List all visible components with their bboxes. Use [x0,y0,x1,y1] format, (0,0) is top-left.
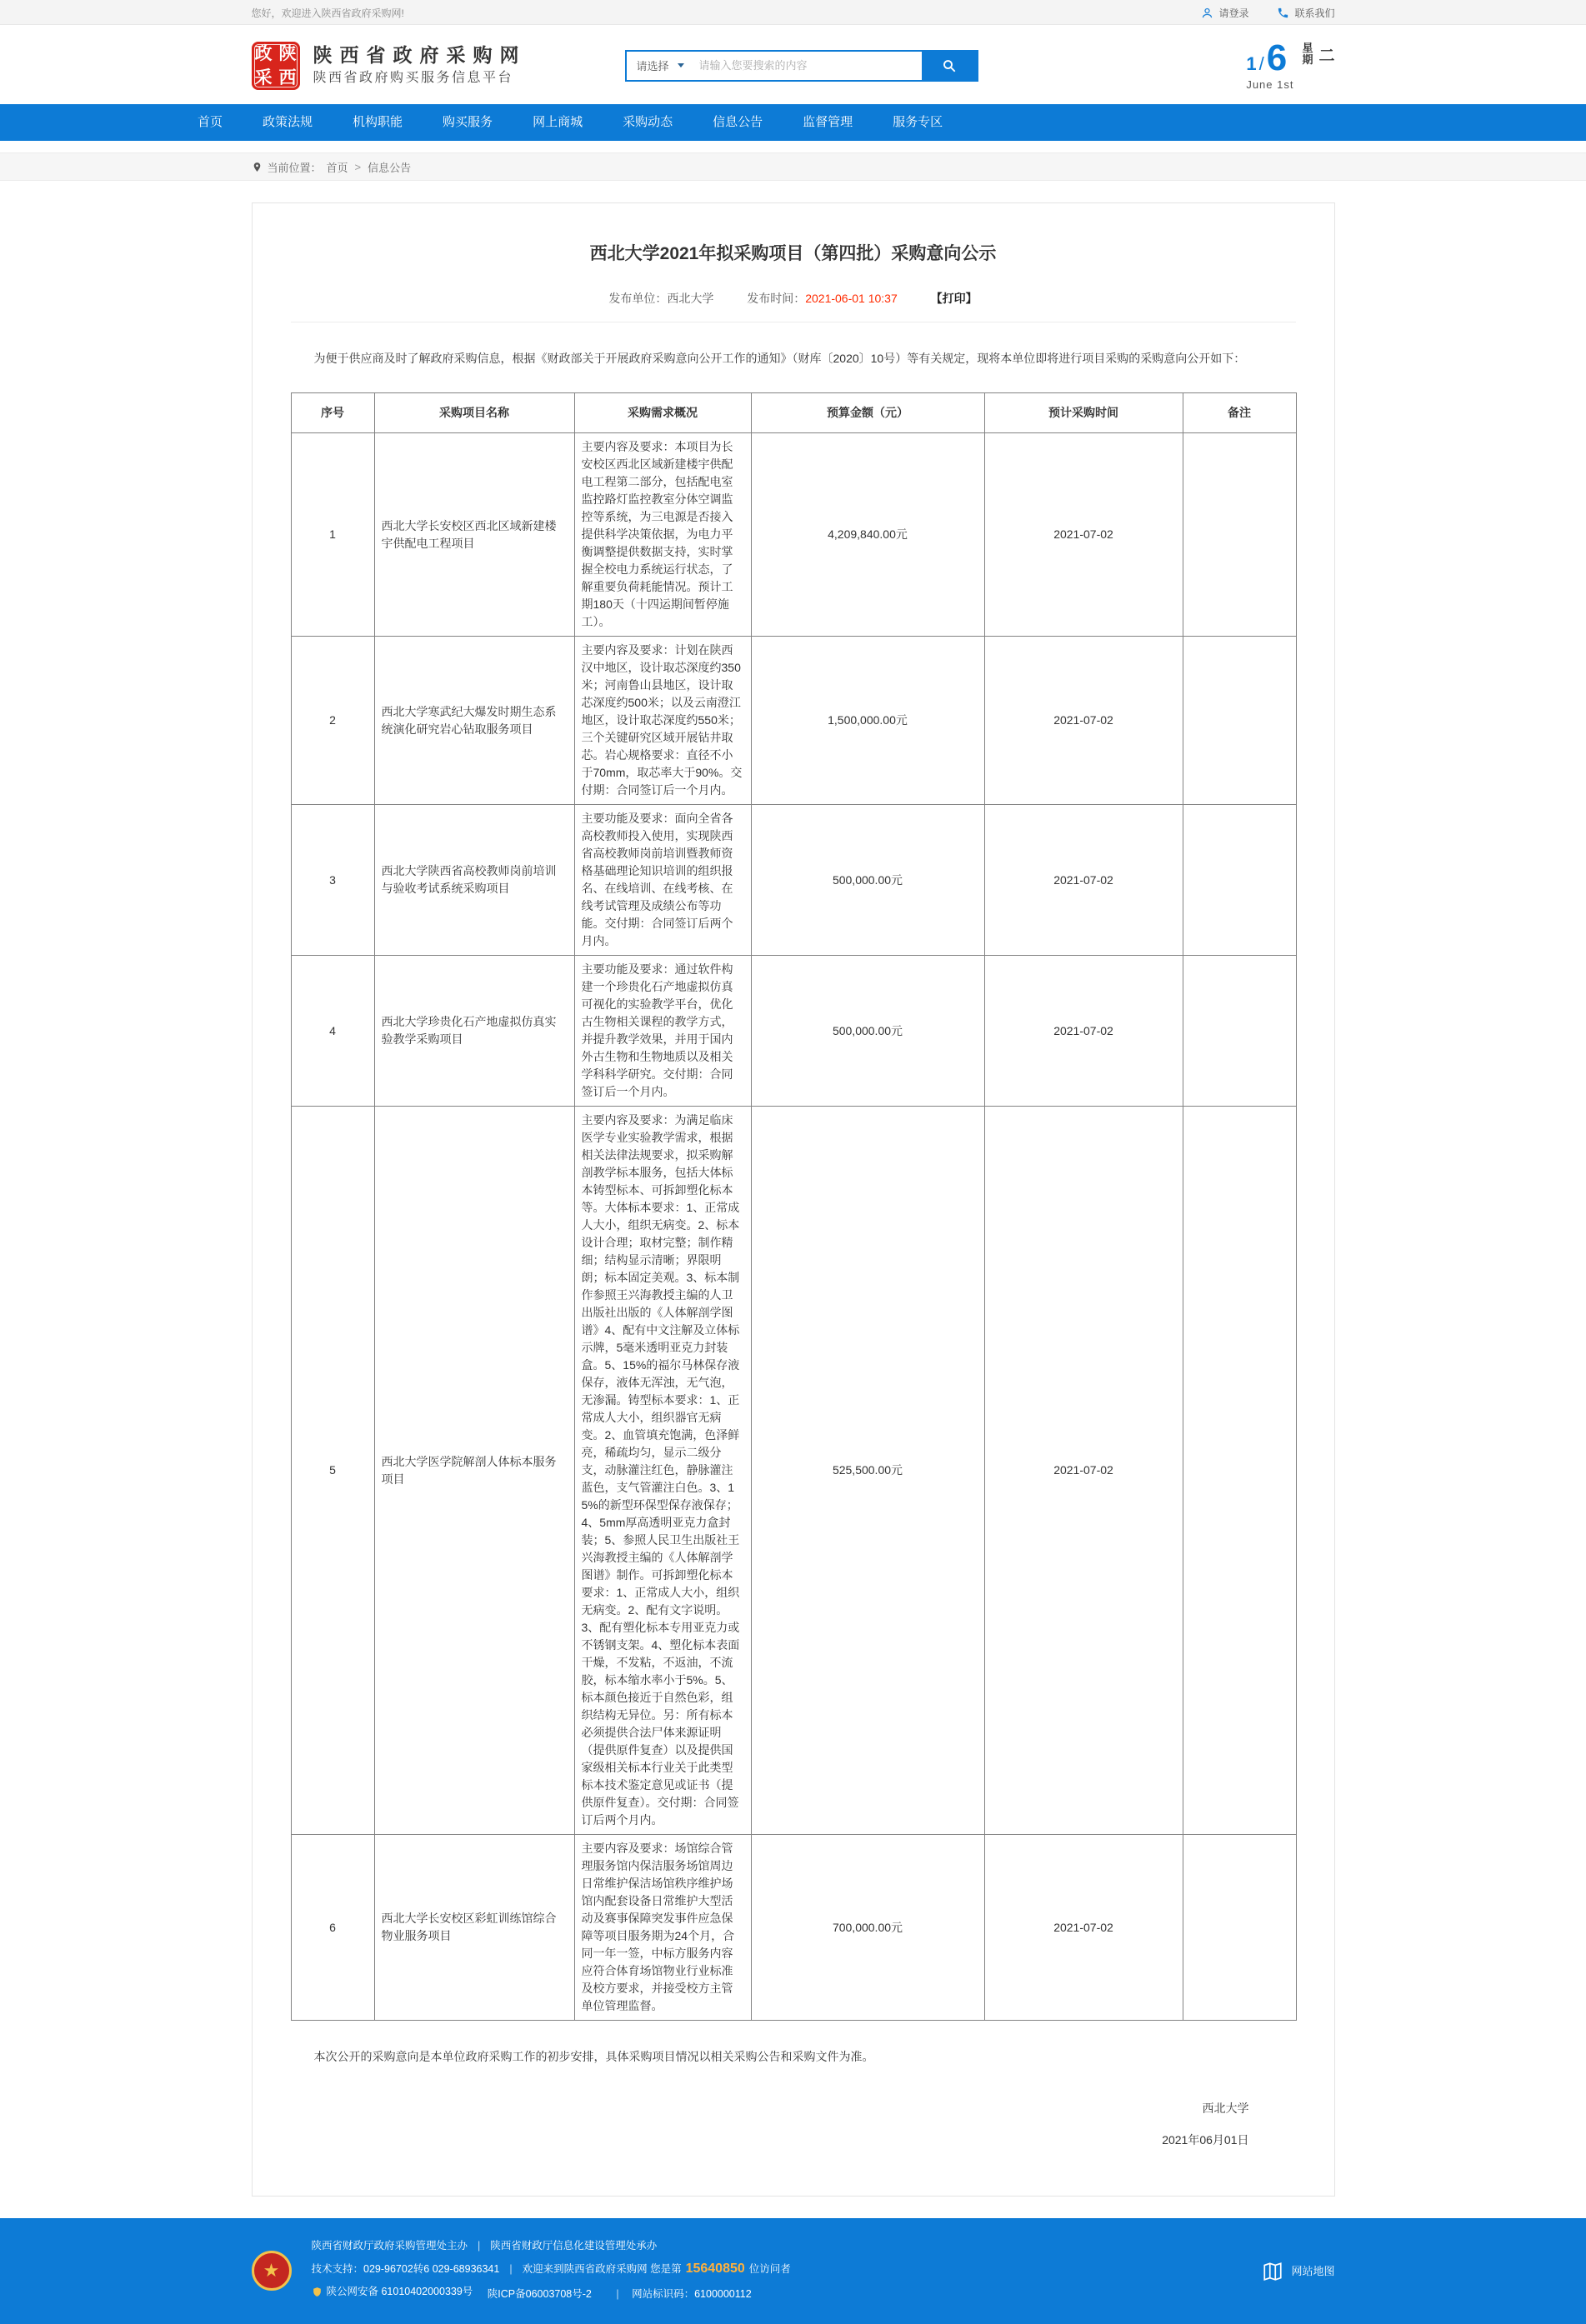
search-input[interactable] [696,52,922,80]
search-button[interactable] [922,52,977,80]
column-header: 序号 [291,393,374,433]
sitemap-label: 网站地图 [1291,2265,1335,2277]
logo-char: 西 [278,67,297,87]
intro-paragraph: 为便于供应商及时了解政府采购信息，根据《财政部关于开展政府采购意向公开工作的通知》（财库〔2020〕10号）等有关规定，现将本单位即将进行项目采购的采购意向公开如下： [313,352,1246,365]
footer-separator: | [509,2263,513,2275]
tech-support: 技术支持：029-96702转6 029-68936341 [311,2263,500,2275]
nav-item-7[interactable]: 监督管理 [803,115,853,129]
cell-requirement: 主要内容及要求：计划在陕西汉中地区，设计取芯深度约350米；河南鲁山县地区，设计取芯深度约500米；以及云南澄江地区，设计取芯深度约550米；三个关键研究区域开展钻井取芯。岩心规格要求：直径不小于70mm，取芯率大于90%。交付期：合同签订后一个月内。 [574,637,751,805]
search-category-label: 请选择 [636,60,669,72]
date-slash: / [1258,53,1264,74]
cell-budget: 525,500.00元 [751,1107,984,1835]
logo-char: 政 [254,43,273,63]
security-record-link[interactable] [312,2281,473,2303]
cell-note [1183,1835,1296,2021]
cell-requirement: 主要功能及要求：通过软件构建一个珍贵化石产地虚拟仿真可视化的实验教学平台，优化古生物相关课程的教学方式，并提升教学效果，并用于国内外古生物和生物地质以及相关学科科学研究。交付期：合同签订后一个月内。 [574,956,751,1107]
date-english: June 1st [1246,78,1294,91]
search-icon [942,58,957,73]
shield-icon [312,2287,323,2297]
sitemap-link[interactable] [1262,2260,1334,2282]
cell-time: 2021-07-02 [984,637,1183,805]
phone-icon [1277,7,1289,19]
cell-budget: 500,000.00元 [751,805,984,956]
cell-time: 2021-07-02 [984,433,1183,637]
table-row [291,637,1296,805]
chevron-down-icon [678,63,684,67]
cell-note [1183,433,1296,637]
site-code: 网站标识码：6100000112 [632,2288,752,2300]
signature-date: 2021年06月01日 [1162,2133,1249,2147]
cell-note [1183,1107,1296,1835]
table-row [291,1107,1296,1835]
government-emblem-icon: ★ [252,2251,292,2291]
cell-budget: 700,000.00元 [751,1835,984,2021]
contact-link[interactable] [1277,6,1334,20]
publish-time-value: 2021-06-01 10:37 [805,292,898,305]
cell-note [1183,956,1296,1107]
nav-item-1[interactable]: 政策法规 [263,115,313,129]
visitor-prefix: 欢迎来到陕西省政府采购网 您是第 [522,2263,682,2275]
footer-separator: | [478,2240,481,2252]
publisher-value: 西北大学 [667,292,714,305]
page-title: 西北大学2021年拟采购项目（第四批）采购意向公示 [589,244,997,263]
publisher-label: 发布单位： [608,292,668,305]
logo-char: 陕 [278,43,297,63]
footer-line-records [312,2281,1238,2306]
visitor-count: 15640850 [685,2262,745,2276]
cell-time: 2021-07-02 [984,805,1183,956]
cell-name: 西北大学陕西省高校教师岗前培训与验收考试系统采购项目 [374,805,574,956]
cell-name: 西北大学珍贵化石产地虚拟仿真实验教学采购项目 [374,956,574,1107]
article-card [252,202,1335,2197]
nav-item-3[interactable]: 购买服务 [443,115,493,129]
security-record-label: 陕公网安备 61010402000339号 [326,2286,473,2297]
column-header: 采购项目名称 [374,393,574,433]
user-icon [1201,7,1213,19]
publish-time-label: 发布时间： [747,292,806,305]
week-label: 期 [1302,53,1313,66]
host-org: 陕西省财政厅政府采购管理处主办 [311,2240,468,2252]
cell-requirement: 主要内容及要求：为满足临床医学专业实验教学需求，根据相关法律法规要求，拟采购解剖教学标本服务，包括大体标本铸型标本、可拆卸塑化标本等。大体标本要求：1、正常成人大小，组织无病变。2、标本设计合理；取材完整；制作精细；结构显示清晰；界限明朗；标本固定美观。3、标本制作参照王兴海教授主编的人卫出版社出版的《人体解剖学图谱》4、配有中文注解及立体标示牌，5毫米透明亚克力封装盒。5、15%的福尔马林保存液保存，液体无浑浊，无气泡，无渗漏。铸型标本要求：1、正常成人大小，组织器官无病变。2、血管填充饱满，色泽鲜亮，稀疏均匀，显示二级分支，动脉灌注红色，静脉灌注蓝色，支气管灌注白色。3、15%的新型环保型保存液保存；4、5mm厚高透明亚克力盒封装；5、参照人民卫生出版社王兴海教授主编的《人体解剖学图谱》制作。可拆卸塑化标本要求：1、正常成人大小，组织无病变。2、配有文字说明。3、配有塑化标本专用亚克力或不锈钢支架。4、塑化标本表面干燥，不发粘，不返油，不流胶，标本缩水率小于5%。5、标本颜色接近于自然色彩，组织结构无异位。另：所有标本必须提供合法尸体来源证明（提供原件复查）以及提供国家级相关标本行业关于此类型标本技术鉴定意见或证书（提供原件复查）。交付期：合同签订后两个月内。 [574,1107,751,1835]
search-box [625,50,978,82]
site-logo[interactable] [252,42,300,90]
cell-requirement: 主要功能及要求：面向全省各高校教师投入使用，实现陕西省高校教师岗前培训暨教师资格基础理论知识培训的组织报名、在线培训、在线考核、在线考试管理及成绩公布等功能。交付期：合同签订后两个月内。 [574,805,751,956]
icp-record-link[interactable] [488,2283,592,2306]
cell-time: 2021-07-02 [984,956,1183,1107]
search-category-select[interactable] [627,52,696,80]
site-header [0,25,1586,104]
main-nav [0,104,1586,141]
top-bar [0,0,1586,25]
cell-no: 6 [291,1835,374,2021]
breadcrumb-bar [0,152,1586,181]
table-header-row [291,393,1296,433]
column-header: 预算金额（元） [751,393,984,433]
cell-requirement: 主要内容及要求：场馆综合管理服务馆内保洁服务场馆周边日常维护保洁场馆秩序维护场馆内配套设备日常维护大型活动及赛事保障突发事件应急保障等项目服务期为24个月，合同一年一签，中标方服务内容应符合体育场馆物业行业标准及校方要求，并接受校方主管单位管理监督。 [574,1835,751,2021]
site-subtitle: 陕西省政府购买服务信息平台 [313,70,514,85]
cell-no: 4 [291,956,374,1107]
cell-no: 1 [291,433,374,637]
closing-paragraph: 本次公开的采购意向是本单位政府采购工作的初步安排，具体采购项目情况以相关采购公告和采购文件为准。 [313,2050,874,2063]
footer-separator: | [616,2288,619,2300]
column-header: 采购需求概况 [574,393,751,433]
logo-char: 采 [254,67,273,87]
table-row [291,1835,1296,2021]
table-body [291,433,1296,2021]
footer-line-support [312,2257,1238,2281]
date-widget [1246,37,1335,91]
date-month: 6 [1266,37,1288,78]
map-icon [1262,2260,1283,2282]
footer-line-hosts [312,2235,1238,2257]
weekday-value: 二 [1318,47,1335,65]
column-header: 预计采购时间 [984,393,1183,433]
cell-name: 西北大学寒武纪大爆发时期生态系统演化研究岩心钻取服务项目 [374,637,574,805]
breadcrumb-separator: > [354,160,362,173]
column-header: 备注 [1183,393,1296,433]
cell-name: 西北大学长安校区彩虹训练馆综合物业服务项目 [374,1835,574,2021]
week-label: 星 [1302,42,1313,54]
signature-org: 西北大学 [1202,2102,1249,2115]
date-day: 1 [1246,53,1257,74]
login-link[interactable] [1201,6,1248,20]
nav-item-5[interactable]: 采购动态 [623,115,673,129]
procurement-table [291,392,1297,2021]
co-host-org: 陕西省财政厅信息化建设管理处承办 [490,2240,658,2252]
table-row [291,805,1296,956]
cell-time: 2021-07-02 [984,1107,1183,1835]
cell-budget: 4,209,840.00元 [751,433,984,637]
welcome-text: 您好，欢迎进入陕西省政府采购网! [251,7,404,19]
cell-budget: 500,000.00元 [751,956,984,1107]
cell-requirement: 主要内容及要求：本项目为长安校区西北区域新建楼宇供配电工程第二部分，包括配电室监控路灯监控教室分体空调监控等系统，为三电源是否接入提供科学决策依据，为电力平衡调整提供数据支持，实时掌握全校电力系统运行状态，了解重要负荷耗能情况。预计工期180天（十四运期间暂停施工）。 [574,433,751,637]
nav-menu [0,104,1586,141]
location-pin-icon [252,162,263,172]
cell-budget: 1,500,000.00元 [751,637,984,805]
contact-label: 联系我们 [1294,7,1335,19]
visitor-suffix: 位访问者 [748,2263,791,2275]
nav-item-0[interactable]: 首页 [198,115,223,129]
site-title: 陕西省政府采购网 [313,43,527,66]
nav-item-4[interactable]: 网上商城 [533,115,583,129]
nav-item-6[interactable]: 信息公告 [713,115,763,129]
breadcrumb-current: 信息公告 [368,161,412,174]
nav-item-2[interactable]: 机构职能 [353,115,403,129]
print-button[interactable]: 【打印】 [930,292,978,305]
table-row [291,956,1296,1107]
table-row [291,433,1296,637]
nav-item-8[interactable]: 服务专区 [893,115,943,129]
cell-note [1183,637,1296,805]
cell-no: 2 [291,637,374,805]
cell-name: 西北大学医学院解剖人体标本服务项目 [374,1107,574,1835]
login-label: 请登录 [1218,7,1249,19]
cell-no: 5 [291,1107,374,1835]
breadcrumb-home[interactable]: 首页 [326,161,348,174]
cell-time: 2021-07-02 [984,1835,1183,2021]
cell-name: 西北大学长安校区西北区域新建楼宇供配电工程项目 [374,433,574,637]
article-meta [291,290,1296,322]
breadcrumb-label: 当前位置： [267,161,322,174]
site-footer [0,2218,1586,2324]
cell-note [1183,805,1296,956]
cell-no: 3 [291,805,374,956]
icp-record-label: 陕ICP备06003708号-2 [487,2288,592,2300]
